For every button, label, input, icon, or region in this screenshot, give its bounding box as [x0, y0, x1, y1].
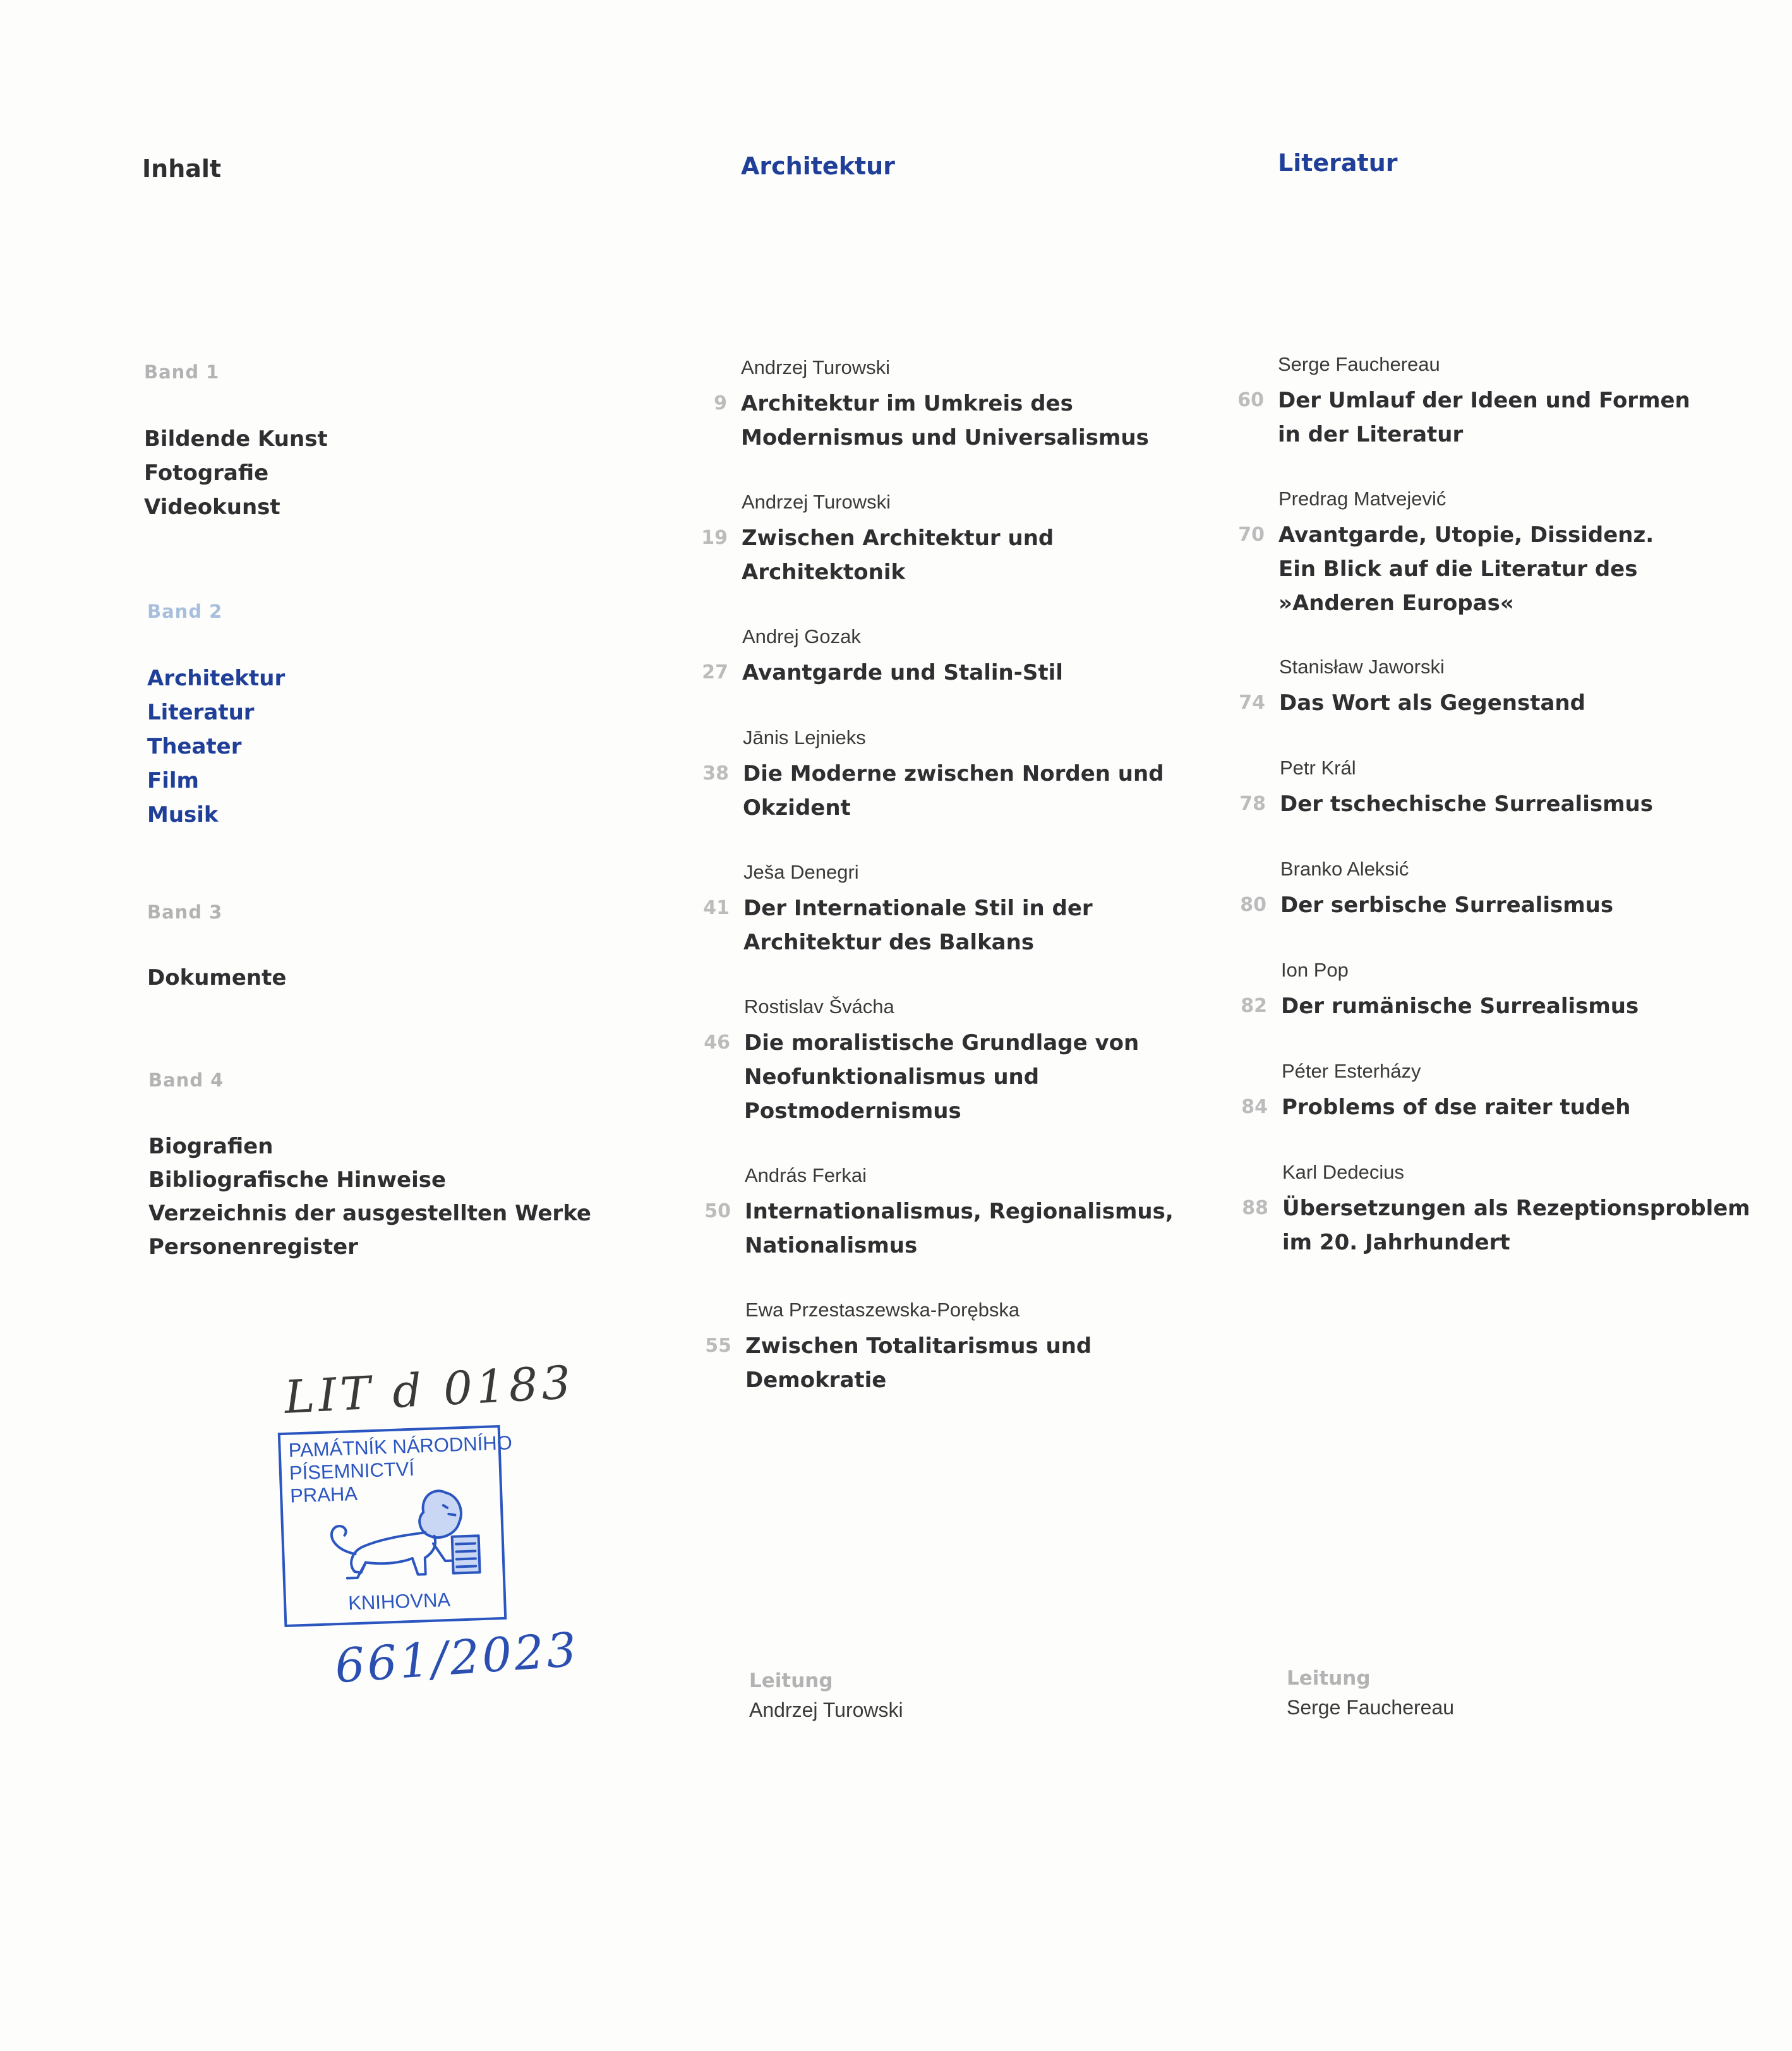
- entry-page-number: 9: [714, 392, 727, 414]
- entry-title-line: Architektur des Balkans: [743, 930, 1035, 955]
- entry-page-number: 41: [703, 897, 730, 919]
- entry-title-line: Das Wort als Gegenstand: [1279, 690, 1585, 716]
- entry-title-line: Der Umlauf der Ideen und Formen: [1278, 388, 1690, 413]
- entry-author: Ješa Denegri: [743, 861, 859, 883]
- band-4-list: [148, 1130, 591, 1264]
- band-1-item: Videokunst: [144, 495, 280, 520]
- band-1-label: Band 1: [144, 361, 220, 383]
- entry-author: Branko Aleksić: [1280, 858, 1409, 880]
- entry-title-line: Die moralistische Grundlage von: [744, 1030, 1140, 1056]
- leitung-label: Leitung: [749, 1669, 833, 1692]
- entry-author: Stanisław Jaworski: [1279, 656, 1445, 678]
- stamp-line: PÍSEMNICTVÍ: [289, 1457, 415, 1484]
- header-inhalt: Inhalt: [142, 155, 222, 183]
- entry-title-line: in der Literatur: [1278, 422, 1464, 447]
- entry-author: András Ferkai: [745, 1164, 867, 1186]
- library-stamp: [278, 1425, 513, 1627]
- entry-author: Rostislav Švácha: [744, 995, 894, 1018]
- entry-title-line: Architektur im Umkreis des: [741, 391, 1073, 416]
- toc-entry: [705, 1297, 1092, 1397]
- entry-title-line: Avantgarde, Utopie, Dissidenz.: [1278, 522, 1654, 548]
- toc-entry: [702, 725, 1164, 825]
- band-1-list: [144, 422, 328, 524]
- entry-author: Serge Fauchereau: [1278, 353, 1440, 375]
- entry-author: Petr Král: [1280, 757, 1356, 779]
- entry-title-line: Demokratie: [745, 1368, 887, 1393]
- band-3-label: Band 3: [147, 901, 223, 923]
- entry-author: Ion Pop: [1281, 959, 1349, 981]
- toc-entry: [704, 994, 1140, 1128]
- entry-title-line: Architektonik: [742, 560, 906, 585]
- entry-title-line: Nationalismus: [745, 1233, 918, 1258]
- leitung-architektur: [749, 1669, 903, 1722]
- entry-title-line: Problems of dse raiter tudeh: [1282, 1095, 1631, 1120]
- entry-author: Ewa Przestaszewska-Porębska: [745, 1299, 1020, 1321]
- entry-title-line: Der rumänische Surrealismus: [1281, 994, 1639, 1019]
- entry-page-number: 27: [702, 661, 728, 683]
- entry-title-line: Zwischen Totalitarismus und: [745, 1333, 1092, 1359]
- toc-entry: [1237, 352, 1690, 452]
- entry-author: Péter Esterházy: [1282, 1060, 1421, 1082]
- entry-page-number: 38: [702, 762, 729, 785]
- entry-title-line: Der Internationale Stil in der: [743, 896, 1093, 921]
- header-literatur: Literatur: [1278, 149, 1398, 177]
- entry-title-line: Zwischen Architektur und: [742, 526, 1054, 551]
- entry-author: Andrzej Turowski: [742, 491, 891, 513]
- entry-title-line: »Anderen Europas«: [1278, 591, 1514, 616]
- entry-author: Andrej Gozak: [742, 625, 861, 647]
- band-1-item: Bildende Kunst: [144, 426, 328, 452]
- entry-page-number: 84: [1241, 1096, 1268, 1118]
- band-4-item: Personenregister: [148, 1234, 358, 1260]
- leitung-name: Serge Fauchereau: [1287, 1696, 1455, 1719]
- handwritten-accession-number: 661/2023: [333, 1622, 581, 1694]
- handwritten-shelfmark: LIT d 0183: [283, 1356, 576, 1424]
- entry-author: Jānis Lejnieks: [743, 726, 866, 749]
- band-2-item: Film: [147, 768, 199, 793]
- toc-entry: [701, 490, 1054, 589]
- entry-page-number: 74: [1239, 692, 1265, 714]
- band-4-item: Bibliografische Hinweise: [148, 1167, 447, 1193]
- entry-author: Predrag Matvejević: [1278, 488, 1446, 510]
- entry-author: Karl Dedecius: [1282, 1161, 1404, 1183]
- band-2-label: Band 2: [147, 601, 223, 622]
- stamp-line: PRAHA: [289, 1482, 358, 1507]
- toc-entry: [703, 860, 1093, 959]
- band-3-list: [147, 961, 286, 995]
- band-2-item: Theater: [147, 734, 242, 759]
- toc-entry: [1241, 1059, 1631, 1124]
- entry-page-number: 88: [1242, 1197, 1268, 1219]
- band-2-list: [147, 661, 285, 832]
- entry-title-line: Ein Blick auf die Literatur des: [1278, 556, 1638, 582]
- entry-page-number: 50: [704, 1200, 731, 1222]
- entry-page-number: 55: [705, 1335, 731, 1357]
- entry-author: Andrzej Turowski: [741, 356, 891, 378]
- band-1-item: Fotografie: [144, 460, 269, 486]
- entry-title-line: im 20. Jahrhundert: [1282, 1230, 1510, 1255]
- stamp-bottom-label: KNIHOVNA: [347, 1588, 451, 1615]
- entry-title-line: Der tschechische Surrealismus: [1280, 791, 1653, 817]
- header-architektur: Architektur: [741, 152, 895, 180]
- band-4-item: Biografien: [148, 1134, 274, 1159]
- toc-entry: [1240, 857, 1614, 922]
- band-4-item: Verzeichnis der ausgestellten Werke: [148, 1201, 591, 1226]
- entry-title-line: Internationalismus, Regionalismus,: [745, 1199, 1174, 1224]
- toc-entry: [704, 1163, 1174, 1263]
- band-2-item: Literatur: [147, 700, 255, 725]
- toc-entry: [1242, 1160, 1750, 1260]
- entry-page-number: 70: [1238, 524, 1265, 546]
- band-2-item: Architektur: [147, 666, 286, 691]
- stamp-line: PAMÁTNÍK NÁRODNÍHO: [288, 1431, 513, 1462]
- band-3-item: Dokumente: [147, 965, 287, 990]
- entry-page-number: 60: [1237, 389, 1264, 411]
- leitung-literatur: [1287, 1667, 1454, 1719]
- entry-page-number: 46: [704, 1032, 730, 1054]
- toc-entry: [702, 624, 1063, 690]
- entry-page-number: 80: [1240, 894, 1266, 916]
- toc-entry: [1241, 958, 1639, 1023]
- entry-page-number: 78: [1239, 793, 1266, 815]
- entry-page-number: 82: [1241, 995, 1267, 1017]
- toc-entry: [1239, 755, 1653, 821]
- leitung-label: Leitung: [1287, 1667, 1371, 1690]
- band-2-item: Musik: [147, 802, 219, 827]
- entry-title-line: Okzident: [743, 795, 851, 821]
- entry-title-line: Der serbische Surrealismus: [1280, 893, 1614, 918]
- entry-title-line: Modernismus und Universalismus: [741, 425, 1149, 450]
- band-4-label: Band 4: [148, 1069, 224, 1091]
- entry-page-number: 19: [701, 527, 728, 549]
- toc-entry: [1238, 486, 1654, 620]
- entry-title-line: Postmodernismus: [744, 1098, 961, 1124]
- toc-entry: [1239, 654, 1585, 720]
- lion-icon: [307, 1472, 488, 1599]
- entry-title-line: Avantgarde und Stalin-Stil: [742, 660, 1063, 685]
- entry-title-line: Übersetzungen als Rezeptionsproblem: [1282, 1196, 1750, 1221]
- leitung-name: Andrzej Turowski: [749, 1699, 903, 1721]
- entry-title-line: Die Moderne zwischen Norden und: [743, 761, 1164, 786]
- toc-entry: [714, 355, 1149, 455]
- entry-title-line: Neofunktionalismus und: [744, 1064, 1040, 1090]
